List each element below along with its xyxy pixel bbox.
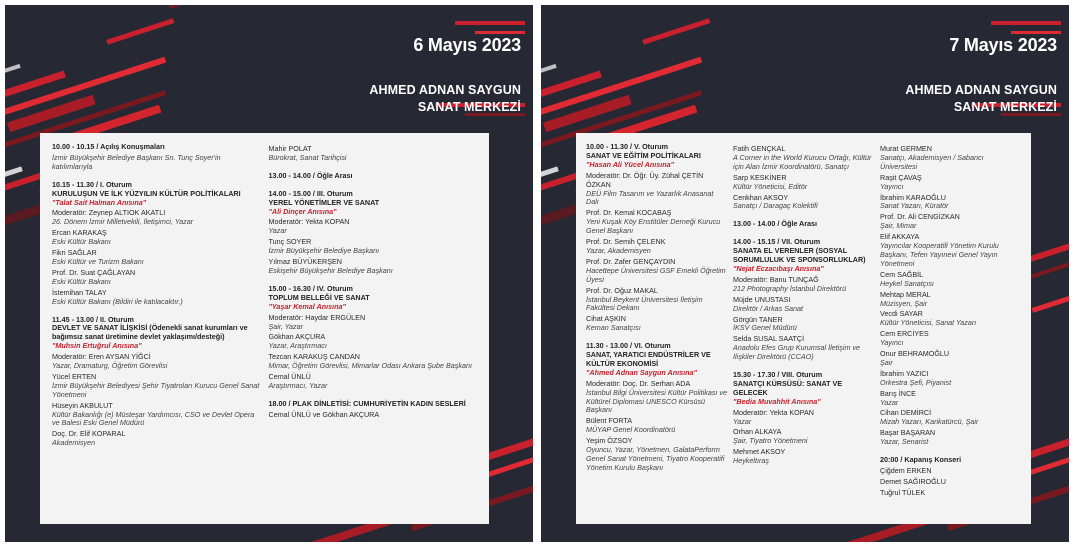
speaker-role: Şair, Mimar [880, 221, 917, 231]
speaker-name: Prof. Dr. Semih ÇELENK [586, 237, 666, 247]
day1-column-1 [52, 143, 261, 514]
session-time: 10.00 - 10.15 / Açılış Konuşmaları [52, 142, 165, 151]
speaker-name: Prof. Dr. Suat ÇAĞLAYAN [52, 267, 136, 277]
speaker-name: Prof. Dr. Zafer GENÇAYDIN [586, 256, 676, 266]
spacer [586, 476, 727, 482]
speaker-role: Sanat Yazarı, Küratör [880, 201, 949, 211]
speaker-role: Kültür Bakanlığı (e) Müsteşar Yardımcısı, CSO ve Devlet Opera ve Balesi Eski Genel Müdürü [52, 409, 255, 428]
speaker-entry [733, 428, 874, 446]
speaker-role: Yazar, Dramaturg, Öğretim Görevlisi [52, 361, 168, 371]
speaker-name: Tunç SOYER [268, 237, 312, 247]
speaker-name: Görgün TANER [733, 314, 783, 324]
speaker-entry [269, 258, 478, 276]
speaker-name: Moderatör: Haydar ERGÜLEN [268, 312, 366, 322]
speaker-entry [880, 370, 1021, 388]
day1-venue [369, 82, 521, 116]
speaker-role: DEÜ Film Tasarım ve Yazarlık Anasanat Dalı [586, 188, 714, 207]
speaker-name: Onur BEHRAMOĞLU [880, 349, 950, 359]
speaker-name: Gökhan AKÇURA [268, 332, 326, 342]
speaker-name: Moderatör: Yekta KOPAN [733, 407, 814, 417]
speaker-entry [880, 330, 1021, 348]
speaker-name: Moderatör: Yekta KOPAN [268, 217, 350, 227]
speaker-entry [52, 154, 261, 172]
speaker-entry [52, 402, 261, 429]
speaker-entry [880, 233, 1021, 269]
speaker-role: Keman Sanatçısı [586, 323, 641, 333]
speaker-entry [733, 194, 874, 212]
session-time: 14.00 - 15.00 / III. Oturum [268, 188, 353, 198]
speaker-role: Sanatçı / Daragaç Kolektifi [733, 201, 818, 211]
speaker-name: Cem SAĞBİL [880, 269, 924, 279]
speaker-name: Ercan KARAKAŞ [52, 228, 107, 238]
speaker-entry [52, 430, 261, 448]
speaker-entry [880, 145, 1021, 172]
day2-header [905, 35, 1057, 116]
speaker-role: İstanbul Beykent Üniversitesi İletişim Fakültesi Dekanı [586, 294, 703, 313]
speaker-role: Mizah Yazarı, Karikatürcü, Şair [880, 417, 979, 427]
speaker-role: Kültür Yöneticisi, Editör [733, 181, 808, 191]
session-time: 10.00 - 11.30 / V. Oturum [586, 142, 669, 151]
speaker-entry [733, 335, 874, 362]
speaker-role: İzmir Büyükşehir Belediyesi Şehir Tiyatroları Kurucu Genel Sanat Yönetmeni [52, 380, 260, 399]
spacer [52, 451, 261, 457]
speaker-entry [586, 437, 727, 473]
speaker-entry [880, 489, 1021, 498]
speaker-entry [586, 209, 727, 236]
speaker-role: 26. Dönem İzmir Milletvekili, İletişimci, Yazar [52, 217, 194, 227]
speaker-role: İzmir Büyükşehir Belediye Başkanı [268, 246, 380, 256]
session-title: SANATA EL VERENLER (SOSYAL SORUMLULUK VE SPONSORLUKLAR) [733, 246, 866, 265]
speaker-role: Anadolu Efes Grup Kurumsal İletişim ve İlişkiler Direktörü (CCAO) [733, 343, 861, 362]
speaker-role: A Corner in the World Kurucu Ortağı, Kültür için Alan İzmir Koordinatörü, Sanatçı [733, 152, 872, 171]
speaker-name: Bülent FORTA [586, 416, 633, 426]
speaker-name: Hüseyin AKBULUT [52, 400, 113, 410]
session-time: 11.45 - 13.00 / II. Oturum [52, 314, 134, 324]
speaker-entry [586, 380, 727, 416]
speaker-role: Yazar [268, 226, 287, 236]
day2-venue-line1: AHMED ADNAN SAYGUN [905, 83, 1057, 97]
speaker-role: Oyuncu, Yazar, Yönetmen, GalataPerform Genel Sanat Yönetmeni, Tiyatro Kooperatifi Yönetim Kurulu Başkanı [586, 445, 725, 472]
day1-venue-line2: SANAT MERKEZİ [417, 100, 521, 114]
session-block [269, 145, 478, 163]
speaker-role: Eski Kültür Bakanı [52, 276, 111, 286]
spacer [880, 501, 1021, 507]
session-block [269, 285, 478, 391]
session-time: 13.00 - 14.00 / Öğle Arası [268, 170, 353, 180]
session-block [733, 371, 874, 466]
speaker-role: Yayıncılar Kooperatifi Yönetim Kurulu Başkanı, Tefen Yayınevi Genel Yayın Yönetmeni [880, 241, 999, 268]
session-dedication: "Ali Dinçer Anısına" [268, 206, 337, 216]
speaker-entry [880, 310, 1021, 328]
speaker-role: Yazar, Araştırmacı [268, 341, 327, 351]
speaker-entry [880, 350, 1021, 368]
speaker-entry [52, 289, 261, 307]
speaker-name: Doç. Dr. Elif KOPARAL [52, 429, 126, 439]
speaker-role: Eski Kültür Bakanı (Bildiri ile katılacaktır.) [52, 296, 183, 306]
speaker-name: Yücel ERTEN [52, 371, 97, 381]
speaker-entry [269, 411, 478, 420]
session-title: SANAT, YARATICI ENDÜSTRİLER VE KÜLTÜR EKONOMİSİ [586, 350, 711, 368]
speaker-name: Başar BAŞARAN [880, 428, 936, 438]
speaker-role: Şair [880, 357, 893, 367]
session-dedication: "Yaşar Kemal Anısına" [268, 301, 346, 311]
speaker-entry [880, 409, 1021, 427]
speaker-entry [269, 353, 478, 371]
speaker-entry [586, 258, 727, 285]
speaker-role: Kültür Yöneticisi, Sanat Yazarı [880, 318, 977, 328]
speaker-name: Moderatör: Dr. Öğr. Üy. Zühal ÇETİN ÖZKAN [586, 170, 704, 189]
speaker-role: Orkestra Şefi, Piyanist [880, 377, 952, 387]
day2-date: 7 Mayıs 2023 [949, 35, 1057, 55]
speaker-entry [880, 429, 1021, 447]
speaker-name: Mehmet AKSOY [733, 447, 786, 457]
speaker-role: Eskişehir Büyükşehir Belediye Başkanı [268, 265, 393, 275]
speaker-entry [269, 238, 478, 256]
speaker-name: Yılmaz BÜYÜKERŞEN [268, 257, 342, 267]
spacer [269, 423, 478, 429]
session-block [733, 238, 874, 362]
session-title: DEVLET VE SANAT İLİŞKİSİ (Ödenekli sanat kurumları ve bağımsız sanat üretimine devlet yaklaşımı/desteği) [52, 323, 248, 342]
session-block [269, 172, 478, 181]
speaker-role: Yeni Kuşak Köy Enstitüler Derneği Kurucu Genel Başkanı [586, 217, 721, 236]
session-title: TOPLUM BELLEĞİ VE SANAT [268, 292, 370, 302]
speaker-role: Hacettepe Üniversitesi GSF Emekli Öğretim Üyesi [586, 265, 726, 284]
speaker-name: Murat GERMEN [880, 144, 932, 153]
speaker-role: Yayıncı [880, 181, 904, 191]
speaker-entry [52, 229, 261, 247]
speaker-name: İbrahim YAZICI [880, 368, 929, 378]
speaker-entry [733, 145, 874, 172]
session-dedication: "Nejat Eczacıbaşı Anısına" [733, 263, 824, 273]
speaker-name: Çiğdem ERKEN [880, 466, 932, 475]
day2-program-card [576, 133, 1031, 524]
speaker-name: Prof. Dr. Ali CENGİZKAN [880, 212, 960, 222]
speaker-role: Mimar, Öğretim Görevlisi, Mimarlar Odası Ankara Şube Başkanı [268, 361, 472, 371]
speaker-entry [586, 172, 727, 208]
speaker-name: Cemal ÜNLÜ [268, 372, 311, 382]
speaker-entry [880, 213, 1021, 231]
speaker-entry [880, 271, 1021, 289]
speaker-name: Cihan DEMİRCİ [880, 408, 932, 418]
speaker-entry [269, 145, 478, 163]
session-dedication: "Hasan Ali Yücel Anısına" [586, 159, 675, 169]
speaker-entry [586, 417, 727, 435]
speaker-entry [586, 287, 727, 314]
speaker-entry [733, 448, 874, 466]
speaker-name: Raşit ÇAVAŞ [880, 172, 922, 182]
session-time: 15.30 - 17.30 / VIII. Oturum [733, 370, 823, 380]
speaker-name: Mahir POLAT [268, 144, 312, 153]
session-block [52, 181, 261, 307]
session-time: 20:00 / Kapanış Konseri [880, 455, 962, 465]
day1-column-2 [269, 143, 478, 514]
day2-column-3 [880, 143, 1021, 514]
speaker-name: Cem ERCİYES [880, 329, 929, 339]
speaker-entry [733, 296, 874, 314]
speaker-role: Müzisyen, Şair [880, 298, 928, 308]
speaker-name: Demet SAĞIROĞLU [880, 476, 946, 486]
day2-poster [541, 5, 1069, 542]
session-time: 11.30 - 13.00 / VI. Oturum [586, 341, 671, 351]
speaker-name: Sarp KESKİNER [733, 172, 787, 182]
speaker-role: Şair, Yazar [268, 321, 303, 331]
day1-venue-line1: AHMED ADNAN SAYGUN [369, 83, 521, 97]
speaker-name: Prof. Dr. Oğuz MAKAL [586, 285, 658, 295]
speaker-name: İstemihan TALAY [52, 287, 107, 297]
session-title: KURULUŞUN VE İLK YÜZYILIN KÜLTÜR POLİTİKALARI [52, 188, 241, 198]
session-dedication: "Bedia Muvahhit Anısına" [733, 396, 821, 406]
speaker-name: İbrahim KARAOĞLU [880, 192, 946, 202]
speaker-role: Direktör / Arkas Sanat [733, 303, 804, 313]
session-time: 10.15 - 11.30 / I. Oturum [52, 179, 132, 189]
session-time: 15.00 - 16.30 / IV. Oturum [268, 283, 353, 293]
session-dedication: "Ahmed Adnan Saygun Anısına" [586, 367, 697, 377]
speaker-name: Fatih GENÇKAL [733, 144, 786, 153]
session-block [880, 145, 1021, 447]
speaker-entry [880, 467, 1021, 476]
session-title: YEREL YÖNETİMLER VE SANAT [268, 197, 380, 207]
speaker-entry [52, 209, 261, 227]
speaker-entry [52, 249, 261, 267]
speaker-role: 212 Photography İstanbul Direktörü [733, 283, 847, 293]
speaker-role: Yazar [733, 416, 752, 426]
session-dedication: "Muhsin Ertuğrul Anısına" [52, 341, 142, 351]
speaker-entry [880, 478, 1021, 487]
session-title: SANATÇI KÜRSÜSÜ: SANAT VE GELECEK [733, 378, 843, 397]
spacer [733, 469, 874, 475]
speaker-role: Sanatçı, Akademisyen / Sabancı Üniversitesi [880, 152, 984, 171]
speaker-name: Yeşim ÖZSOY [586, 436, 633, 446]
speaker-entry [733, 174, 874, 192]
day2-column-1 [586, 143, 727, 514]
speaker-entry [880, 291, 1021, 309]
speaker-entry [269, 373, 478, 391]
session-block [586, 342, 727, 473]
speaker-name: Moderatör: Zeynep ALTIOK AKATLI [52, 208, 166, 218]
session-block [733, 145, 874, 211]
speaker-entry [880, 174, 1021, 192]
day1-poster [5, 5, 533, 542]
speaker-role: Bürokrat, Sanat Tarihçisi [268, 152, 347, 162]
speaker-entry [269, 333, 478, 351]
speaker-name: Moderatör: Banu TUNÇAĞ [733, 274, 819, 284]
speaker-name: Cenkhan AKSOY [733, 192, 789, 202]
day2-venue-line2: SANAT MERKEZİ [953, 100, 1057, 114]
speaker-role: Eski Kültür Bakanı [52, 237, 111, 247]
speaker-role: Yazar [880, 397, 899, 407]
speaker-entry [733, 276, 874, 294]
speaker-role: İzmir Büyükşehir Belediye Başkanı Sn. Tunç Soyer'in katılımlarıyla [52, 152, 221, 171]
day1-date: 6 Mayıs 2023 [413, 35, 521, 55]
speaker-role: Heykeltıraş [733, 456, 769, 466]
speaker-entry [733, 316, 874, 334]
speaker-name: Tuğrul TÜLEK [880, 487, 926, 497]
session-dedication: "Talat Sait Halman Anısına" [52, 197, 147, 207]
session-block [586, 143, 727, 333]
session-block [269, 190, 478, 276]
speaker-name: Moderatör: Eren AYSAN YİĞCİ [52, 352, 151, 362]
session-block [880, 456, 1021, 498]
speaker-role: Yazar, Senarist [880, 437, 929, 447]
speaker-role: Yazar, Akademisyen [586, 245, 651, 255]
speaker-role: MÜYAP Genel Koordinatörü [586, 425, 676, 435]
session-block [52, 143, 261, 172]
speaker-role: Şair, Tiyatro Yönetmeni [733, 436, 808, 446]
speaker-role: İKSV Genel Müdürü [733, 323, 797, 333]
session-block [52, 316, 261, 449]
speaker-role: Eski Kültür ve Turizm Bakanı [52, 256, 144, 266]
speaker-entry [880, 194, 1021, 212]
speaker-entry [269, 218, 478, 236]
session-block [733, 220, 874, 229]
day2-venue [905, 82, 1057, 116]
speaker-name: Barış İNCE [880, 388, 916, 398]
speaker-role: Araştırmacı, Yazar [268, 380, 328, 390]
day1-program-card [40, 133, 489, 524]
speaker-name: Müjde UNUSTASI [733, 294, 791, 304]
speaker-entry [733, 409, 874, 427]
session-time: 18.00 / PLAK DİNLETİSİ: CUMHURİYETİN KADIN SESLERİ [268, 398, 466, 408]
speaker-entry [52, 353, 261, 371]
speaker-name: Selda SUSAL SAATÇİ [733, 334, 805, 344]
speaker-entry [880, 390, 1021, 408]
speaker-entry [52, 373, 261, 400]
session-time: 14.00 - 15.15 / VII. Oturum [733, 237, 821, 247]
speaker-name: Vecdi SAYAR [880, 309, 923, 319]
speaker-role: İstanbul Bilgi Üniversitesi Kültür Politikası ve Kültürel Diplomasi UNESCO Kürsüsü Başkanı [586, 387, 728, 415]
speaker-entry [269, 314, 478, 332]
speaker-name: Tezcan KARAKUŞ CANDAN [268, 352, 360, 362]
speaker-name: Mehtap MERAL [880, 289, 931, 299]
speaker-role: Yayıncı [880, 338, 904, 348]
speaker-name: Cemal ÜNLÜ ve Gökhan AKÇURA [268, 409, 380, 419]
session-time: 13.00 - 14.00 / Öğle Arası [733, 219, 818, 229]
speaker-name: Fikri SAĞLAR [52, 248, 97, 258]
speaker-entry [52, 269, 261, 287]
speaker-role: Heykel Sanatçısı [880, 278, 934, 288]
session-title: SANAT VE EĞİTİM POLİTİKALARI [586, 150, 701, 160]
speaker-name: Cihat AŞKIN [586, 314, 626, 324]
speaker-name: Orhan ALKAYA [733, 427, 782, 437]
session-block [269, 400, 478, 420]
speaker-name: Prof. Dr. Kemal KOCABAŞ [586, 208, 672, 218]
speaker-name: Elif AKKAYA [880, 232, 920, 242]
speaker-entry [586, 238, 727, 256]
day1-header [369, 35, 521, 116]
speaker-entry [586, 315, 727, 333]
day2-column-2 [733, 143, 874, 514]
speaker-role: Akademisyen [52, 438, 96, 448]
speaker-name: Moderatör: Doç. Dr. Serhan ADA [586, 378, 691, 388]
